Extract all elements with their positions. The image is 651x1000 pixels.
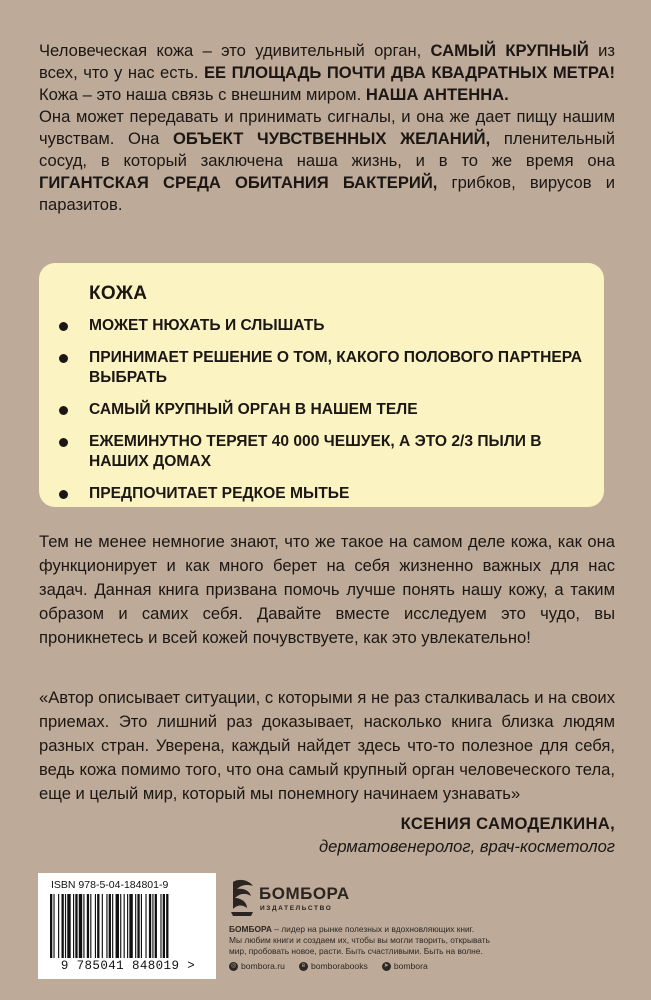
- bold-phrase: ЕЕ ПЛОЩАДЬ ПОЧТИ ДВА КВАДРАТНЫХ МЕТРА!: [203, 63, 615, 82]
- list-item-text: ПРИНИМАЕТ РЕШЕНИЕ О ТОМ, КАКОГО ПОЛОВОГО ПАРТНЕРА ВЫБРАТЬ: [89, 349, 583, 386]
- bombora-logo-icon: [229, 878, 257, 918]
- isbn-digits: 9 785041 848019 >: [60, 959, 196, 973]
- social-label: bombora: [393, 961, 428, 971]
- text-run: Она может передавать и принимать сигналы, и она же дает пищу нашим чувствам. Она: [39, 107, 615, 148]
- text-run: пленительный сосуд, в который заключена наша жизнь, и в то же время она: [39, 129, 615, 170]
- bullet-icon: [59, 354, 68, 363]
- barcode-icon: [48, 894, 206, 960]
- description-paragraph: Тем не менее немногие знают, что же такое на самом деле кожа, как она функционирует и как много берет на себя жизненно важных для нас задач. Данная книга призвана помочь лучше понять нашу кожу, а таким образом и самих себя. Давайте вместе исследуем это чудо, вы проникнетесь и всей кожей почувствуете, как это увлекательно!: [39, 532, 615, 647]
- text-run: из всех, что у нас есть.: [39, 41, 615, 82]
- list-item-text: МОЖЕТ НЮХАТЬ И СЛЫШАТЬ: [89, 317, 325, 334]
- list-item: [85, 348, 584, 388]
- instagram-icon: ◎: [230, 962, 237, 969]
- intro-paragraph-1: [39, 40, 615, 106]
- list-item-text: ЕЖЕМИНУТНО ТЕРЯЕТ 40 000 ЧЕШУЕК, А ЭТО 2/3 ПЫЛИ В НАШИХ ДОМАХ: [89, 433, 542, 470]
- bullet-icon: [59, 490, 68, 499]
- publisher-brand: БОМБОРА: [229, 924, 272, 934]
- social-links: [229, 961, 428, 971]
- list-item-text: ПРЕДПОЧИТАЕТ РЕДКОЕ МЫТЬЕ: [89, 485, 350, 502]
- publisher-logo: [229, 878, 349, 922]
- publisher-text-line-3: мир, пробовать новое, расти. Быть счастливыми. Быть на волне.: [229, 946, 483, 956]
- quote-author: [319, 812, 615, 858]
- vk-icon: в: [299, 962, 308, 971]
- review-quote: «Автор описывает ситуации, с которыми я не раз сталкивалась и на своих приемах. Это лишний раз доказывает, насколько книга близка людям разных стран. Уверена, каждый найдет здесь что-то полезное для себя, ведь кожа помимо того, что она самый крупный орган человеческого тела, еще и целый мир, который мы понемногу начинаем узнавать»: [39, 688, 615, 803]
- skin-facts-box: [39, 263, 604, 507]
- author-role: дерматовенеролог, врач-косметолог: [318, 837, 615, 856]
- list-item: [85, 316, 584, 336]
- telegram-icon: ➤: [383, 962, 389, 969]
- box-title: КОЖА: [89, 283, 148, 304]
- bold-phrase: САМЫЙ КРУПНЫЙ: [430, 41, 589, 60]
- text-run: Человеческая кожа – это удивительный орган,: [39, 41, 431, 60]
- social-link-site[interactable]: [229, 961, 285, 971]
- social-link-vk[interactable]: [299, 961, 368, 971]
- bold-phrase: ГИГАНТСКАЯ СРЕДА ОБИТАНИЯ БАКТЕРИЙ,: [39, 173, 438, 192]
- isbn-barcode-box: [38, 873, 216, 979]
- bullet-icon: [59, 406, 68, 415]
- publisher-description: [229, 924, 619, 957]
- publisher-subtitle: ИЗДАТЕЛЬСТВО: [260, 905, 333, 912]
- text-run: Кожа – это наша связь с внешним миром.: [39, 85, 366, 104]
- list-item: [85, 400, 584, 420]
- list-item: [85, 432, 584, 472]
- list-item-text: САМЫЙ КРУПНЫЙ ОРГАН В НАШЕМ ТЕЛЕ: [89, 401, 418, 418]
- text-run: грибков, вирусов и паразитов.: [39, 173, 615, 214]
- author-name: КСЕНИЯ САМОДЕЛКИНА,: [400, 814, 615, 833]
- bullet-icon: [59, 322, 68, 331]
- publisher-name: БОМБОРА: [259, 884, 350, 903]
- social-link-telegram[interactable]: [382, 961, 428, 971]
- publisher-text-line-2: Мы любим книги и создаем их, чтобы вы могли творить, открывать: [229, 935, 490, 945]
- bullet-icon: [59, 438, 68, 447]
- publisher-text-line-1: БОМБОРА – лидер на рынке полезных и вдохновляющих книг.: [229, 924, 475, 934]
- list-item: [85, 484, 584, 504]
- bold-phrase: НАША АНТЕННА.: [365, 85, 509, 104]
- intro-paragraph-2: [39, 106, 615, 216]
- intro-text: [39, 40, 615, 216]
- isbn-label: ISBN 978-5-04-184801-9: [51, 879, 169, 891]
- social-label: bombora.ru: [241, 961, 285, 971]
- bold-phrase: ОБЪЕКТ ЧУВСТВЕННЫХ ЖЕЛАНИЙ,: [172, 129, 491, 148]
- social-label: bomborabooks: [310, 961, 368, 971]
- facts-list: [85, 316, 584, 504]
